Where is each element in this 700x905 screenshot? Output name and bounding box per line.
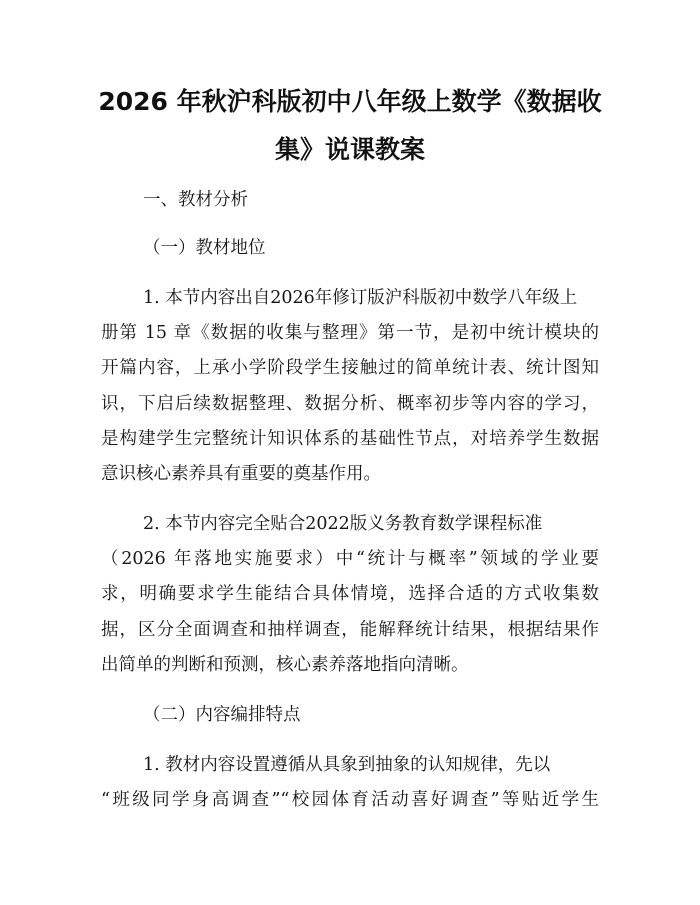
subsection-heading-textbook-position: （一）教材地位: [143, 238, 266, 258]
subsection-heading-content-arrangement: （二）内容编排特点: [143, 705, 301, 725]
paragraph-1-line-1: 1. 本节内容出自2026年修订版沪科版初中数学八年级上: [143, 288, 578, 308]
document-title-line-2: 集》说课教案: [274, 135, 425, 164]
paragraph-3-line-2: “班级同学身高调查”“校园体育活动喜好调查”等贴近学生: [101, 790, 599, 810]
document-title-line-1: 2026 年秋沪科版初中八年级上数学《数据收: [98, 87, 602, 116]
paragraph-1-line-4: 识，下启后续数据整理、数据分析、概率初步等内容的学习，: [101, 394, 599, 414]
paragraph-2-line-3: 求，明确要求学生能结合具体情境，选择合适的方式收集数: [101, 584, 599, 604]
paragraph-3-line-1: 1. 教材内容设置遵循从具象到抽象的认知规律，先以: [143, 755, 551, 775]
paragraph-2-line-1: 2. 本节内容完全贴合2022版义务教育数学课程标准: [143, 514, 543, 534]
paragraph-1-line-6: 意识核心素养具有重要的奠基作用。: [101, 464, 381, 484]
paragraph-2-line-2: （2026 年落地实施要求）中“统计与概率”领域的学业要: [101, 549, 599, 569]
paragraph-2-line-5: 出简单的判断和预测，核心素养落地指向清晰。: [101, 655, 469, 675]
paragraph-1-line-3: 开篇内容，上承小学阶段学生接触过的简单统计表、统计图知: [101, 358, 599, 378]
paragraph-1-line-2: 册第 15 章《数据的收集与整理》第一节，是初中统计模块的: [101, 323, 599, 343]
section-heading-textbook-analysis: 一、教材分析: [143, 190, 248, 210]
paragraph-1-line-5: 是构建学生完整统计知识体系的基础性节点，对培养学生数据: [101, 429, 599, 449]
paragraph-2-line-4: 据，区分全面调查和抽样调查，能解释统计结果，根据结果作: [101, 620, 599, 640]
